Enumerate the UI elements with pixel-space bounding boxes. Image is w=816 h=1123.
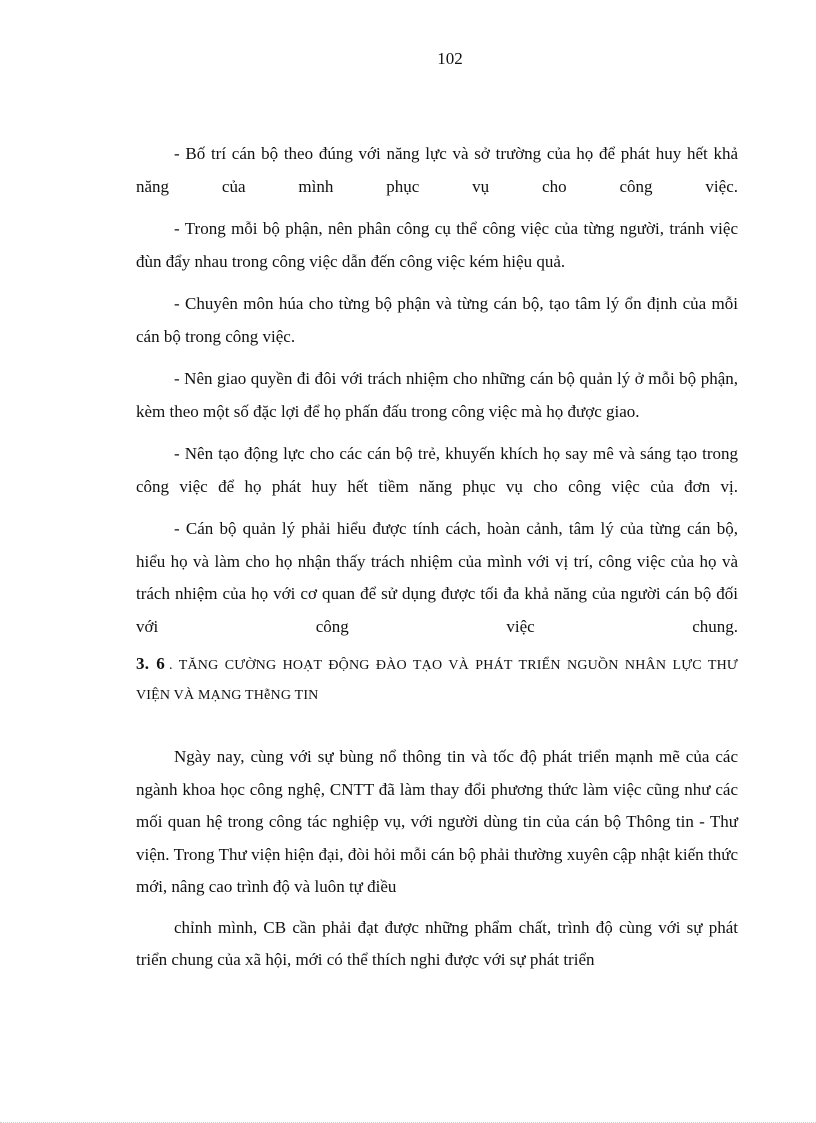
body-paragraph: Ngày nay, cùng với sự bùng nổ thông tin và tốc độ phát triển mạnh mẽ của các ngành khoa học công nghệ, CNTT đã làm thay đổi phương thức làm việc cũng như các mối quan hệ trong công tác nghiệp vụ, với người dùng tin của cán bộ Thông tin - Thư viện. Trong Thư viện hiện đại, đòi hỏi mỗi cán bộ phải thường xuyên cập nhật kiến thức mới, nâng cao trình độ và luôn tự điều (136, 747, 738, 896)
list-item: - Nên tạo động lực cho các cán bộ trẻ, khuyến khích họ say mê và sáng tạo trong công việc để họ phát huy hết tiềm năng phục vụ cho công việc của đơn vị. (136, 444, 738, 496)
page-number: 102 (437, 49, 463, 68)
section-title: . TĂNG CƯỜNG HOẠT ĐỘNG ĐÀO TẠO VÀ PHÁT TRIỂN NGUỒN NHÂN LỰC THƯ VIỆN VÀ MẠNG THễNG TIN (136, 658, 738, 703)
section-heading (136, 649, 738, 711)
list-item: - Nên giao quyền đi đôi với trách nhiệm cho những cán bộ quản lý ở mỗi bộ phận, kèm theo một số đặc lợi để họ phấn đấu trong công việc mà họ được giao. (136, 369, 738, 421)
section-number: 3. 6 (136, 654, 165, 673)
list-item: - Chuyên môn húa cho từng bộ phận và từng cán bộ, tạo tâm lý ổn định của mỗi cán bộ trong công việc. (136, 294, 738, 346)
list-item: - Trong mỗi bộ phận, nên phân công cụ thể công việc của từng người, tránh việc đùn đẩy nhau trong công việc dẫn đến công việc kém hiệu quả. (136, 219, 738, 271)
document-body (136, 138, 738, 987)
body-paragraph: chỉnh mình, CB cần phải đạt được những phẩm chất, trình độ cùng với sự phát triển chung của xã hội, mới có thể thích nghi được với sự phát triển (136, 917, 738, 969)
list-item: - Cán bộ quản lý phải hiểu được tính cách, hoàn cảnh, tâm lý của từng cán bộ, hiểu họ và làm cho họ nhận thấy trách nhiệm của mình với vị trí, công việc của họ và trách nhiệm của họ với cơ quan để sử dụng được tối đa khả năng của người cán bộ đối với công việc chung. (136, 519, 738, 636)
list-item: - Bố trí cán bộ theo đúng với năng lực và sở trường của họ để phát huy hết khả năng của mình phục vụ cho công việc. (136, 144, 738, 196)
